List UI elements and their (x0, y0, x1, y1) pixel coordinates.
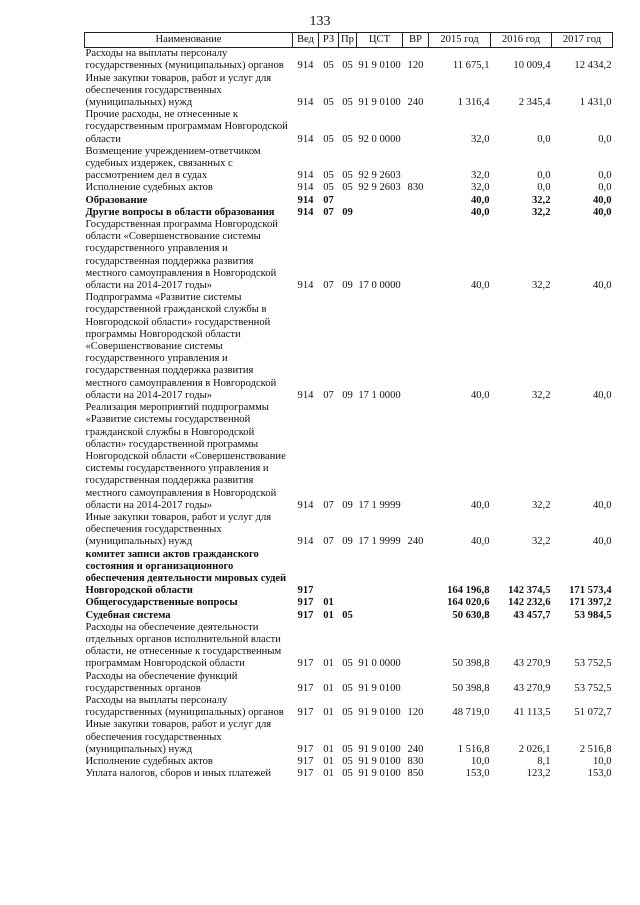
cell-2016: 32,2 (531, 536, 551, 548)
cell-2017: 1 431,0 (579, 97, 612, 109)
cell-ved: 917 (297, 682, 314, 694)
cell-rz: 01 (323, 707, 334, 719)
cell-ved: 914 (297, 97, 314, 109)
cell-cst: 91 9 0100 (358, 682, 401, 694)
cell-rz: 01 (323, 755, 334, 767)
cell-vr (403, 195, 429, 207)
table-row (85, 195, 613, 207)
cell-ved: 914 (297, 536, 314, 548)
cell-2016: 0,0 (537, 133, 551, 145)
cell-name: Судебная система (85, 609, 171, 621)
cell-2016: 43 270,9 (513, 658, 551, 670)
table-row (85, 48, 613, 73)
cell-ved: 914 (297, 206, 314, 218)
cell-2017: 0,0 (598, 170, 612, 182)
cell-vr (403, 219, 429, 292)
cell-rz: 01 (323, 609, 334, 621)
page-number: 133 (309, 14, 331, 29)
cell-pr: 09 (342, 536, 353, 548)
cell-2016: 0,0 (537, 182, 551, 194)
cell-2017: 40,0 (592, 206, 612, 218)
cell-pr (339, 597, 357, 609)
cell-2016: 43 270,9 (513, 682, 551, 694)
cell-2015: 153,0 (465, 768, 490, 780)
cell-name: Расходы на обеспечение функций государственных органов (85, 670, 238, 694)
cell-cst: 91 9 0100 (358, 743, 401, 755)
cell-cst: 91 9 0100 (358, 60, 401, 72)
table-row (85, 292, 613, 402)
table-row (85, 719, 613, 756)
cell-ved: 917 (297, 585, 314, 597)
cell-2015: 1 316,4 (457, 97, 490, 109)
cell-pr: 05 (342, 609, 353, 621)
cell-name: Расходы на выплаты персоналу государственных (муниципальных) органов (85, 48, 284, 72)
cell-vr: 830 (407, 182, 424, 194)
cell-pr: 05 (342, 743, 353, 755)
cell-2015: 50 398,8 (452, 682, 490, 694)
cell-2017: 40,0 (592, 536, 612, 548)
cell-pr (339, 549, 357, 598)
header-2016: 2016 год (491, 33, 552, 48)
cell-cst (357, 549, 403, 598)
cell-2016: 32,2 (531, 280, 551, 292)
cell-name: Расходы на обеспечение деятельности отдельных органов исполнительной власти области, не отнесенные к государственным программам Новгородской области (85, 621, 282, 670)
header-pr: Пр (339, 33, 357, 48)
header-2015: 2015 год (429, 33, 491, 48)
cell-ved: 917 (297, 609, 314, 621)
table-row (85, 512, 613, 549)
table-row (85, 756, 613, 768)
cell-2015: 40,0 (470, 389, 490, 401)
cell-pr: 05 (342, 97, 353, 109)
cell-pr: 09 (342, 499, 353, 511)
cell-vr: 120 (407, 707, 424, 719)
cell-cst: 91 9 0100 (358, 707, 401, 719)
cell-vr (403, 207, 429, 219)
cell-ved: 914 (297, 389, 314, 401)
cell-2016: 32,2 (531, 206, 551, 218)
cell-ved: 917 (297, 597, 314, 609)
cell-2016: 2 345,4 (518, 97, 551, 109)
table-row (85, 671, 613, 695)
table-row (85, 109, 613, 146)
cell-pr: 05 (342, 682, 353, 694)
table-row (85, 146, 613, 183)
cell-2017: 53 752,5 (574, 658, 612, 670)
cell-pr: 05 (342, 658, 353, 670)
cell-name: Исполнение судебных актов (85, 182, 213, 194)
cell-2015: 40,0 (470, 206, 490, 218)
cell-pr: 09 (342, 206, 353, 218)
cell-vr (403, 549, 429, 598)
table-row (85, 219, 613, 292)
cell-pr: 05 (342, 707, 353, 719)
cell-cst: 17 1 9999 (358, 499, 401, 511)
cell-2016: 43 457,7 (513, 609, 551, 621)
cell-2016: 2 026,1 (518, 743, 551, 755)
header-vr: ВР (403, 33, 429, 48)
cell-cst: 91 9 0100 (358, 768, 401, 780)
cell-cst: 92 0 0000 (358, 133, 401, 145)
cell-rz: 05 (323, 97, 334, 109)
cell-rz: 01 (323, 597, 334, 609)
header-cst: ЦСТ (357, 33, 403, 48)
cell-name: Иные закупки товаров, работ и услуг для обеспечения государственных (муниципальных) нужд (85, 719, 272, 755)
cell-vr (403, 292, 429, 402)
cell-ved: 917 (297, 707, 314, 719)
cell-2016: 10 009,4 (513, 60, 551, 72)
cell-ved: 914 (297, 170, 314, 182)
cell-rz: 01 (323, 768, 334, 780)
cell-ved: 914 (297, 499, 314, 511)
cell-pr: 09 (342, 280, 353, 292)
cell-rz: 01 (323, 658, 334, 670)
cell-name: комитет записи актов гражданского состояния и организационного обеспечения деятельности мировых судей Новгородской области (85, 548, 287, 597)
cell-vr (403, 109, 429, 146)
cell-2015: 164 020,6 (447, 597, 490, 609)
cell-cst: 17 1 0000 (358, 389, 401, 401)
cell-vr: 240 (407, 743, 424, 755)
cell-ved: 914 (297, 133, 314, 145)
cell-ved: 914 (297, 60, 314, 72)
table-row (85, 207, 613, 219)
table-header-row (85, 33, 613, 48)
table-body (85, 48, 613, 781)
cell-2015: 164 196,8 (447, 585, 490, 597)
cell-vr: 240 (407, 536, 424, 548)
cell-pr: 05 (342, 768, 353, 780)
cell-rz (319, 549, 339, 598)
cell-vr: 240 (407, 97, 424, 109)
cell-2015: 50 630,8 (452, 609, 490, 621)
cell-name: Подпрограмма «Развитие системы государственной гражданской службы в Новгородской области» государственной программы Новгородской области «Совершенствование системы государственного управления и государственная поддержка развития местного самоуправления в Новгородской области на 2014-2017 годы» (85, 292, 277, 401)
cell-vr (403, 146, 429, 183)
cell-rz: 07 (323, 536, 334, 548)
cell-2015: 50 398,8 (452, 658, 490, 670)
cell-2017: 171 397,2 (569, 597, 612, 609)
cell-pr: 09 (342, 389, 353, 401)
cell-rz: 07 (323, 280, 334, 292)
table-row (85, 182, 613, 194)
table-row (85, 695, 613, 719)
cell-2016: 32,2 (531, 194, 551, 206)
cell-name: Государственная программа Новгородской области «Совершенствование системы государственного управления и государственная поддержка развития местного самоуправления в Новгородской области на 2014-2017 годы» (85, 219, 278, 292)
cell-vr (403, 610, 429, 622)
cell-pr: 05 (342, 133, 353, 145)
cell-name: Расходы на выплаты персоналу государственных (муниципальных) органов (85, 694, 284, 719)
cell-ved: 917 (297, 768, 314, 780)
cell-pr: 05 (342, 182, 353, 194)
cell-cst: 91 9 0100 (358, 97, 401, 109)
cell-name: Реализация мероприятий подпрограммы «Развитие системы государственной гражданской службы в Новгородской области» государственной программы Новгородской области «Совершенствование системы государственного управления и государственная поддержка развития местного самоуправления в Новгородской области на 2014-2017 годы» (85, 402, 286, 511)
cell-ved: 914 (297, 280, 314, 292)
cell-2015: 11 675,1 (452, 60, 490, 72)
table-row (85, 622, 613, 671)
cell-name: Иные закупки товаров, работ и услуг для обеспечения государственных (муниципальных) нужд (85, 72, 272, 109)
cell-2017: 40,0 (592, 389, 612, 401)
cell-ved: 917 (297, 743, 314, 755)
cell-name: Прочие расходы, не отнесенные к государственным программам Новгородской области (85, 109, 288, 145)
cell-cst: 92 9 2603 (358, 170, 401, 182)
cell-rz: 05 (323, 170, 334, 182)
header-ved: Вед (293, 33, 319, 48)
cell-2015: 10,0 (470, 755, 490, 767)
cell-rz: 01 (323, 743, 334, 755)
cell-pr (339, 195, 357, 207)
cell-2016: 8,1 (537, 755, 551, 767)
cell-rz: 05 (323, 133, 334, 145)
cell-vr: 120 (407, 60, 424, 72)
cell-2016: 0,0 (537, 170, 551, 182)
cell-2015: 48 719,0 (452, 707, 490, 719)
budget-table (84, 32, 613, 780)
cell-2015: 40,0 (470, 194, 490, 206)
cell-vr (403, 622, 429, 671)
cell-name: Исполнение судебных актов (85, 755, 213, 767)
cell-2016: 142 374,5 (508, 585, 551, 597)
table-row (85, 768, 613, 780)
cell-rz: 07 (323, 206, 334, 218)
cell-2017: 0,0 (598, 133, 612, 145)
cell-2015: 32,0 (470, 170, 490, 182)
cell-2017: 40,0 (592, 280, 612, 292)
table-row (85, 597, 613, 609)
table-row (85, 610, 613, 622)
cell-cst: 92 9 2603 (358, 182, 401, 194)
cell-cst: 17 1 9999 (358, 536, 401, 548)
cell-rz: 07 (323, 499, 334, 511)
cell-name: Образование (85, 194, 148, 206)
cell-2016: 142 232,6 (508, 597, 551, 609)
cell-name: Возмещение учреждением-ответчиком судебных издержек, связанных с рассмотрением дел в судах (85, 145, 261, 182)
cell-name: Общегосударственные вопросы (85, 597, 238, 609)
cell-2016: 41 113,5 (513, 707, 551, 719)
header-rz: РЗ (319, 33, 339, 48)
cell-2016: 32,2 (531, 499, 551, 511)
cell-2016: 32,2 (531, 389, 551, 401)
cell-cst: 91 9 0100 (358, 755, 401, 767)
cell-vr: 830 (407, 755, 424, 767)
cell-2017: 51 072,7 (574, 707, 612, 719)
cell-ved: 914 (297, 182, 314, 194)
cell-cst: 17 0 0000 (358, 280, 401, 292)
cell-ved: 914 (297, 194, 314, 206)
cell-2017: 53 752,5 (574, 682, 612, 694)
cell-2015: 32,0 (470, 133, 490, 145)
cell-vr (403, 671, 429, 695)
table-row (85, 73, 613, 110)
cell-rz: 05 (323, 60, 334, 72)
cell-name: Уплата налогов, сборов и иных платежей (85, 768, 272, 780)
cell-cst (357, 207, 403, 219)
cell-name: Иные закупки товаров, работ и услуг для обеспечения государственных (муниципальных) нужд (85, 511, 272, 548)
cell-2015: 40,0 (470, 280, 490, 292)
cell-2017: 40,0 (592, 194, 612, 206)
cell-2017: 40,0 (592, 499, 612, 511)
cell-pr: 05 (342, 60, 353, 72)
cell-2017: 2 516,8 (579, 743, 612, 755)
cell-2015: 40,0 (470, 499, 490, 511)
cell-2017: 0,0 (598, 182, 612, 194)
cell-vr: 850 (407, 768, 424, 780)
cell-rz: 07 (323, 194, 334, 206)
cell-name: Другие вопросы в области образования (85, 206, 275, 218)
cell-2016: 123,2 (526, 768, 551, 780)
cell-2017: 153,0 (587, 768, 612, 780)
cell-2015: 40,0 (470, 536, 490, 548)
cell-cst: 91 0 0000 (358, 658, 401, 670)
cell-ved: 917 (297, 658, 314, 670)
cell-pr: 05 (342, 755, 353, 767)
cell-2015: 32,0 (470, 182, 490, 194)
table-row (85, 549, 613, 598)
cell-2015: 1 516,8 (457, 743, 490, 755)
cell-cst (357, 195, 403, 207)
cell-vr (403, 597, 429, 609)
cell-vr (403, 402, 429, 512)
cell-2017: 12 434,2 (574, 60, 612, 72)
cell-pr: 05 (342, 170, 353, 182)
cell-2017: 53 984,5 (574, 609, 612, 621)
cell-rz: 01 (323, 682, 334, 694)
cell-rz: 07 (323, 389, 334, 401)
cell-ved: 917 (297, 755, 314, 767)
cell-2017: 171 573,4 (569, 585, 612, 597)
cell-rz: 05 (323, 182, 334, 194)
header-name: Наименование (85, 33, 293, 48)
header-2017: 2017 год (552, 33, 613, 48)
table-row (85, 402, 613, 512)
cell-cst (357, 610, 403, 622)
cell-2017: 10,0 (592, 755, 612, 767)
cell-cst (357, 597, 403, 609)
